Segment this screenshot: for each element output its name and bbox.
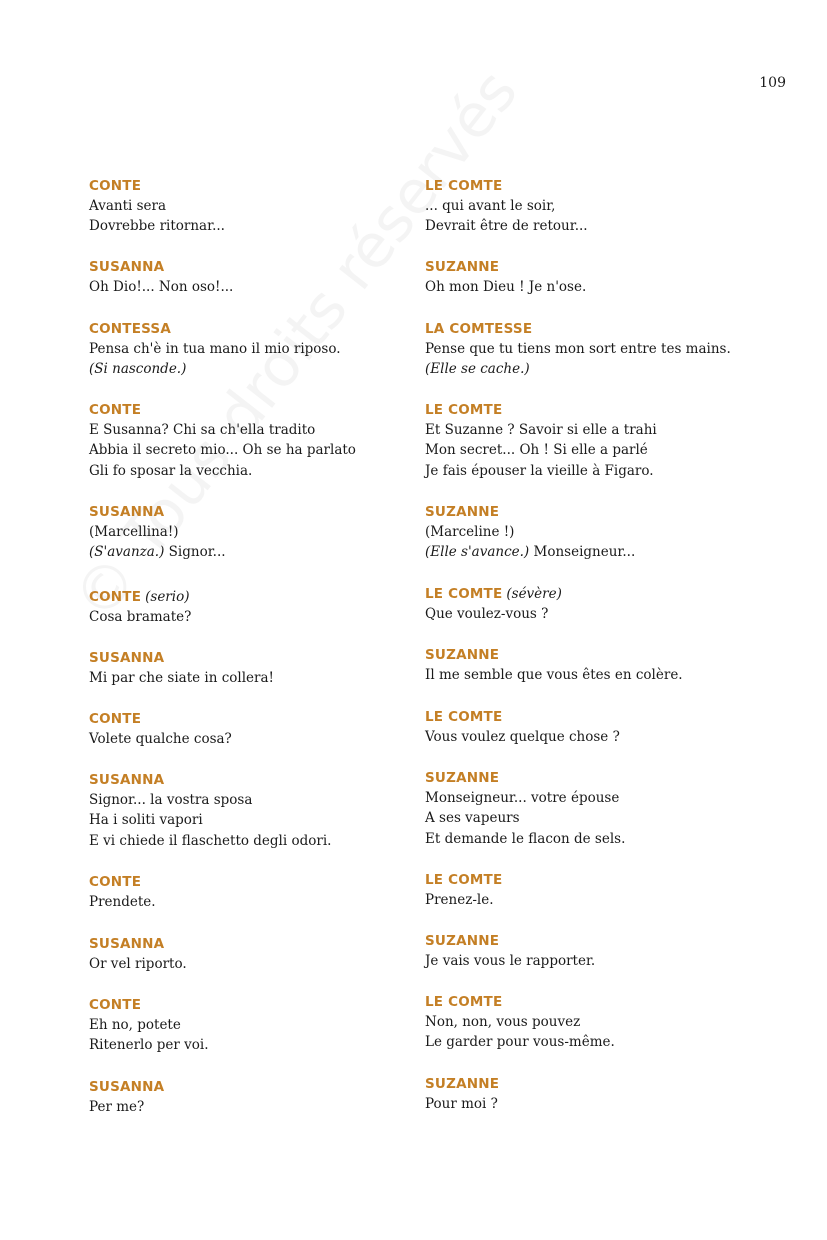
speaker-name: LE COMTE (425, 402, 503, 418)
dialogue-block (89, 934, 409, 974)
dialogue-line: Et demande le flacon de sels. (425, 830, 626, 847)
dialogue-line: Prenez-le. (425, 892, 494, 908)
dialogue-block (89, 257, 409, 297)
speaker-name: SUSANNA (89, 504, 165, 520)
dialogue-block (425, 1074, 765, 1114)
dialogue-block (425, 502, 765, 563)
speaker-name: CONTE (89, 178, 142, 194)
speaker-name: CONTE (89, 997, 142, 1013)
dialogue-line: Ritenerlo per voi. (89, 1037, 209, 1054)
speaker-name: SUSANNA (89, 936, 165, 952)
dialogue-line: Mi par che siate in collera! (89, 670, 274, 686)
dialogue-line: Gli fo sposar la vecchia. (89, 462, 253, 479)
speaker-name: CONTE (89, 402, 142, 418)
stage-direction: (sévère) (506, 586, 562, 602)
speaker-name: LE COMTE (sévère) (425, 586, 562, 602)
dialogue-block (425, 584, 765, 624)
dialogue-block (89, 648, 409, 688)
dialogue-block (89, 872, 409, 912)
speaker-name: SUZANNE (425, 259, 500, 275)
speaker-name: SUSANNA (89, 1079, 165, 1095)
dialogue-line: Volete qualche cosa? (89, 731, 232, 747)
dialogue-line: Et Suzanne ? Savoir si elle a trahi (425, 422, 657, 438)
stage-direction: (Elle se cache.) (425, 361, 530, 378)
dialogue-block (89, 770, 409, 851)
dialogue-line: E vi chiede il flaschetto degli odori. (89, 832, 332, 849)
dialogue-line: Dovrebbe ritornar... (89, 218, 225, 235)
speaker-name: SUZANNE (425, 933, 500, 949)
dialogue-block (425, 257, 765, 297)
dialogue-line: Monseigneur... votre épouse (425, 790, 620, 806)
dialogue-line: A ses vapeurs (425, 810, 520, 827)
dialogue-line: Avanti sera (89, 198, 167, 214)
dialogue-line: Abbia il secreto mio... Oh se ha parlato (89, 442, 356, 459)
dialogue-block (89, 176, 409, 237)
dialogue-line: Ha i soliti vapori (89, 812, 203, 829)
dialogue-block (89, 319, 409, 380)
speaker-name: SUSANNA (89, 772, 165, 788)
dialogue-block (89, 400, 409, 481)
dialogue-block (425, 931, 765, 971)
dialogue-block (89, 709, 409, 749)
dialogue-line: Mon secret... Oh ! Si elle a parlé (425, 442, 648, 459)
dialogue-block (425, 768, 765, 849)
dialogue-block (425, 645, 765, 685)
dialogue-line: Oh Dio!... Non oso!... (89, 279, 234, 295)
stage-direction: (serio) (145, 589, 190, 605)
dialogue-line: Non, non, vous pouvez (425, 1014, 581, 1030)
stage-direction: (Elle s'avance.) (425, 544, 530, 561)
speaker-name: LE COMTE (425, 709, 503, 725)
speaker-name: CONTE (89, 874, 142, 890)
stage-direction: (Si nasconde.) (89, 361, 187, 378)
dialogue-block (425, 707, 765, 747)
speaker-name: LE COMTE (425, 872, 503, 888)
dialogue-line: Le garder pour vous-même. (425, 1034, 615, 1051)
dialogue-line: (Marcellina!) (89, 524, 179, 540)
dialogue-line: ... qui avant le soir, (425, 198, 556, 214)
speaker-name: SUSANNA (89, 259, 165, 275)
dialogue-line: E Susanna? Chi sa ch'ella tradito (89, 422, 316, 438)
dialogue-block (89, 587, 409, 627)
dialogue-line: Oh mon Dieu ! Je n'ose. (425, 279, 587, 295)
dialogue-line: (Elle s'avance.) Monseigneur... (425, 544, 636, 561)
speaker-name: LA COMTESSE (425, 321, 533, 337)
dialogue-block (425, 319, 765, 380)
dialogue-block (425, 992, 765, 1053)
dialogue-line: Prendete. (89, 894, 156, 910)
dialogue-block (89, 502, 409, 563)
dialogue-line: Signor... la vostra sposa (89, 792, 253, 808)
dialogue-line: Je fais épouser la vieille à Figaro. (425, 462, 654, 479)
stage-direction: (S'avanza.) (89, 544, 165, 561)
dialogue-block (89, 1077, 409, 1117)
speaker-name: SUZANNE (425, 1076, 500, 1092)
dialogue-block (89, 995, 409, 1056)
speaker-name: SUZANNE (425, 770, 500, 786)
speaker-name: CONTESSA (89, 321, 172, 337)
dialogue-line: Il me semble que vous êtes en colère. (425, 667, 683, 683)
dialogue-line: Pensa ch'è in tua mano il mio riposo. (89, 341, 341, 357)
dialogue-line: Vous voulez quelque chose ? (425, 729, 620, 745)
speaker-name: CONTE (serio) (89, 589, 190, 605)
speaker-name: SUSANNA (89, 650, 165, 666)
page-number: 109 (759, 75, 786, 91)
dialogue-line: Cosa bramate? (89, 609, 192, 625)
dialogue-block (425, 870, 765, 910)
speaker-name: SUZANNE (425, 647, 500, 663)
speaker-name: CONTE (89, 711, 142, 727)
dialogue-line: Je vais vous le rapporter. (425, 953, 596, 969)
dialogue-line: Pense que tu tiens mon sort entre tes mains. (425, 341, 731, 357)
speaker-name: SUZANNE (425, 504, 500, 520)
dialogue-line: (Marceline !) (425, 524, 515, 540)
dialogue-block (425, 176, 765, 237)
dialogue-line: Pour moi ? (425, 1096, 498, 1112)
speaker-name: LE COMTE (425, 178, 503, 194)
dialogue-line: Per me? (89, 1099, 145, 1115)
dialogue-block (425, 400, 765, 481)
speaker-name: LE COMTE (425, 994, 503, 1010)
dialogue-line: Devrait être de retour... (425, 218, 588, 235)
dialogue-line: Eh no, potete (89, 1017, 181, 1033)
dialogue-line: (S'avanza.) Signor... (89, 544, 226, 561)
dialogue-line: Que voulez-vous ? (425, 606, 549, 622)
dialogue-line: Or vel riporto. (89, 956, 187, 972)
